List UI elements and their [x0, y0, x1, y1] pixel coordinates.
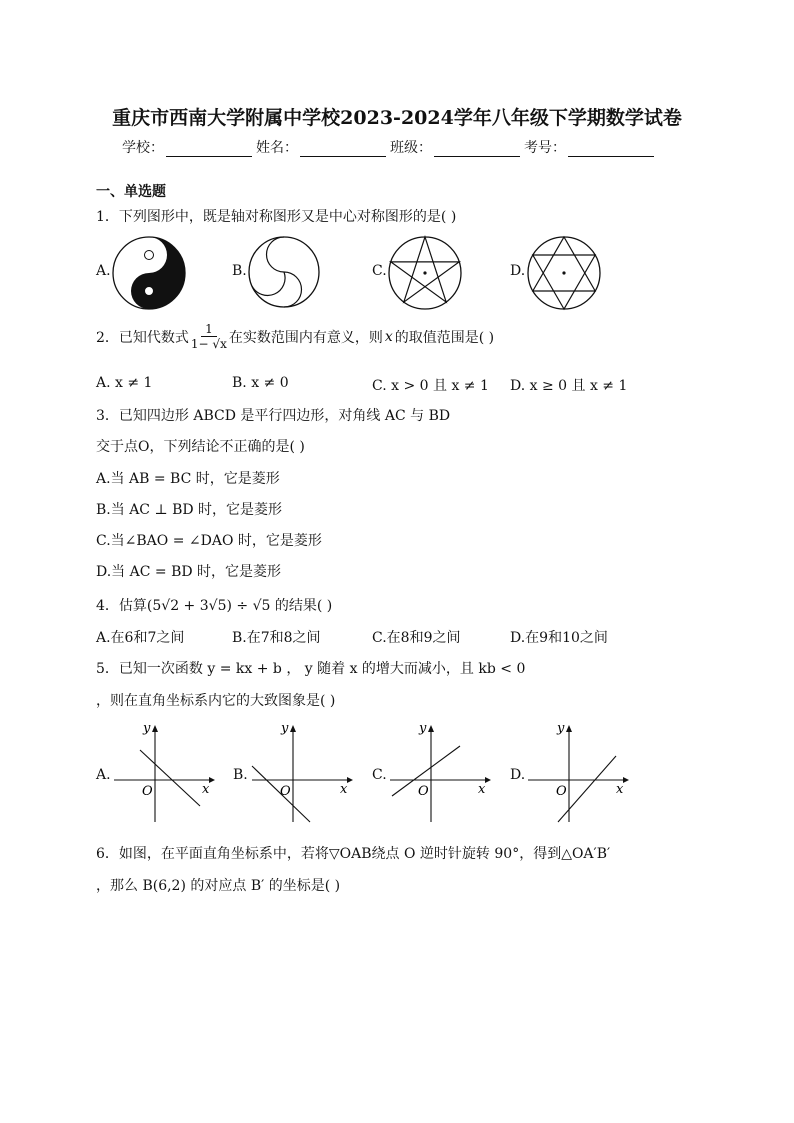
number-label: 考号： [524, 140, 566, 156]
q3-option-a[interactable]: A.当 AB = BC 时，它是菱形 [96, 471, 280, 487]
page-title: 重庆市西南大学附属中学校2023-2024学年八年级下学期数学试卷 [112, 107, 682, 129]
q5-label-c: C. [372, 767, 387, 783]
q5-d-y-label: y [557, 721, 565, 736]
q2-fraction-num: 1 [201, 322, 217, 337]
q2-option-a[interactable]: A. x ≠ 1 [96, 375, 153, 391]
q5-line1: 5．已知一次函数 y = kx + b ， y 随着 x 的增大而减小，且 kb < 0 [96, 661, 526, 677]
q3-option-b[interactable]: B.当 AC ⊥ BD 时，它是菱形 [96, 502, 283, 518]
q5-c-y-label: y [419, 721, 427, 736]
class-blank[interactable] [434, 142, 520, 157]
q5-graph-d [526, 722, 632, 826]
pentagram-circle-icon [388, 236, 462, 310]
q1-label-a: A. [96, 263, 111, 279]
q5-d-origin-label: O [556, 784, 567, 799]
q6-line1: 6．如图，在平面直角坐标系中，若将▽OAB绕点 O 逆时针旋转 90°，得到△OA′B′ [96, 846, 611, 862]
q2-option-d[interactable]: D. x ≥ 0 且 x ≠ 1 [510, 378, 628, 394]
number-blank[interactable] [568, 142, 654, 157]
q3-line2: 交于点O，下列结论不正确的是( ) [96, 439, 305, 455]
q1-stem: 1．下列图形中，既是轴对称图形又是中心对称图形的是( ) [96, 209, 457, 225]
q5-c-x-label: x [478, 782, 486, 797]
q3-line1: 3．已知四边形 ABCD 是平行四边形，对角线 AC 与 BD [96, 408, 451, 424]
q5-graph-b [250, 722, 356, 826]
q2-stem-c: 的取值范围是( ) [394, 329, 495, 346]
q4-stem: 4．估算(5√2 + 3√5) ÷ √5 的结果( ) [96, 598, 333, 614]
q5-b-x-label: x [340, 782, 348, 797]
q1-label-b: B. [232, 263, 247, 279]
q2-stem-a: 2．已知代数式 [96, 329, 189, 346]
q5-label-a: A. [96, 767, 111, 783]
taiji-icon [112, 236, 186, 310]
q2-stem-b: 在实数范围内有意义，则 [228, 329, 383, 346]
q5-c-origin-label: O [418, 784, 429, 799]
q1-label-c: C. [372, 263, 387, 279]
q5-a-origin-label: O [142, 784, 153, 799]
q4-option-a[interactable]: A.在6和7之间 [96, 630, 185, 646]
q2-var: x [384, 328, 393, 345]
q5-a-y-label: y [143, 721, 151, 736]
q5-line2: ，则在直角坐标系内它的大致图象是( ) [96, 693, 336, 709]
q2-option-b[interactable]: B. x ≠ 0 [232, 375, 289, 391]
school-label: 学校： [122, 140, 164, 156]
q5-b-y-label: y [281, 721, 289, 736]
q5-b-origin-label: O [280, 784, 291, 799]
q1-label-d: D. [510, 263, 526, 279]
q5-graph-a [112, 722, 218, 826]
name-label: 姓名： [256, 140, 298, 156]
hexagram-circle-icon [527, 236, 601, 310]
name-blank[interactable] [300, 142, 386, 157]
school-blank[interactable] [166, 142, 252, 157]
q2-option-c[interactable]: C. x > 0 且 x ≠ 1 [372, 378, 489, 394]
q3-option-c[interactable]: C.当∠BAO = ∠DAO 时，它是菱形 [96, 533, 322, 549]
swirl-circle-icon [248, 236, 320, 308]
section-heading: 一、单选题 [96, 184, 166, 200]
q5-a-x-label: x [202, 782, 210, 797]
info-line [122, 137, 658, 157]
q5-d-x-label: x [616, 782, 624, 797]
q2-stem [96, 322, 494, 351]
q5-label-b: B. [233, 767, 248, 783]
q6-line2: ，那么 B(6,2) 的对应点 B′ 的坐标是( ) [96, 878, 341, 894]
q5-label-d: D. [510, 767, 526, 783]
q4-option-d[interactable]: D.在9和10之间 [510, 630, 608, 646]
q4-option-b[interactable]: B.在7和8之间 [232, 630, 321, 646]
q3-option-d[interactable]: D.当 AC = BD 时，它是菱形 [96, 564, 282, 580]
q2-fraction [191, 322, 227, 351]
q4-option-c[interactable]: C.在8和9之间 [372, 630, 461, 646]
class-label: 班级： [390, 140, 432, 156]
q5-graph-c [388, 722, 494, 826]
q2-fraction-den: 1− √x [190, 337, 227, 351]
